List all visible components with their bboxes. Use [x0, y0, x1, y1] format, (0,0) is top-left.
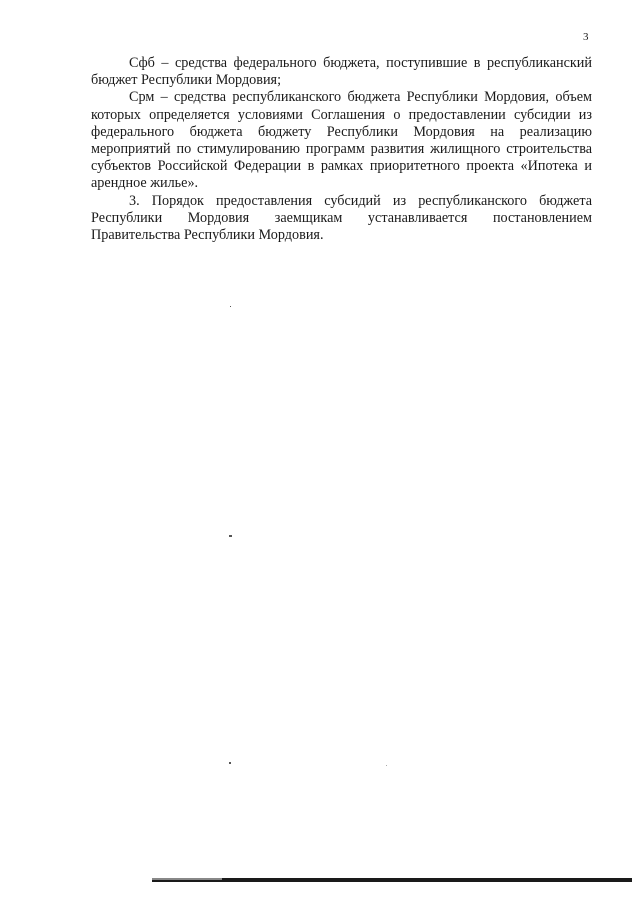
document-body [91, 55, 592, 244]
page-number: 3 [583, 31, 589, 43]
scan-speck [230, 306, 231, 307]
paragraph-sfb-definition: Сфб – средства федерального бюджета, поступившие в республиканский бюджет Республики Мордовия; [91, 55, 592, 89]
paragraph-procedure: 3. Порядок предоставления субсидий из республиканского бюджета Республики Мордовия заемщикам устанавливается постановлением Правительства Республики Мордовия. [91, 192, 592, 244]
scan-speck [229, 762, 231, 764]
bottom-rule [152, 878, 632, 882]
paragraph-srm-definition: Срм – средства республиканского бюджета Республики Мордовия, объем которых определяется условиями Соглашения о предоставлении субсидии из федерального бюджета бюджету Республики Мордовия на реализацию мероприятий по стимулированию программ развития жилищного строительства субъектов Российской Федерации в рамках приоритетного проекта «Ипотека и арендное жилье». [91, 89, 592, 192]
scan-speck [386, 765, 387, 766]
scan-speck [229, 535, 232, 537]
